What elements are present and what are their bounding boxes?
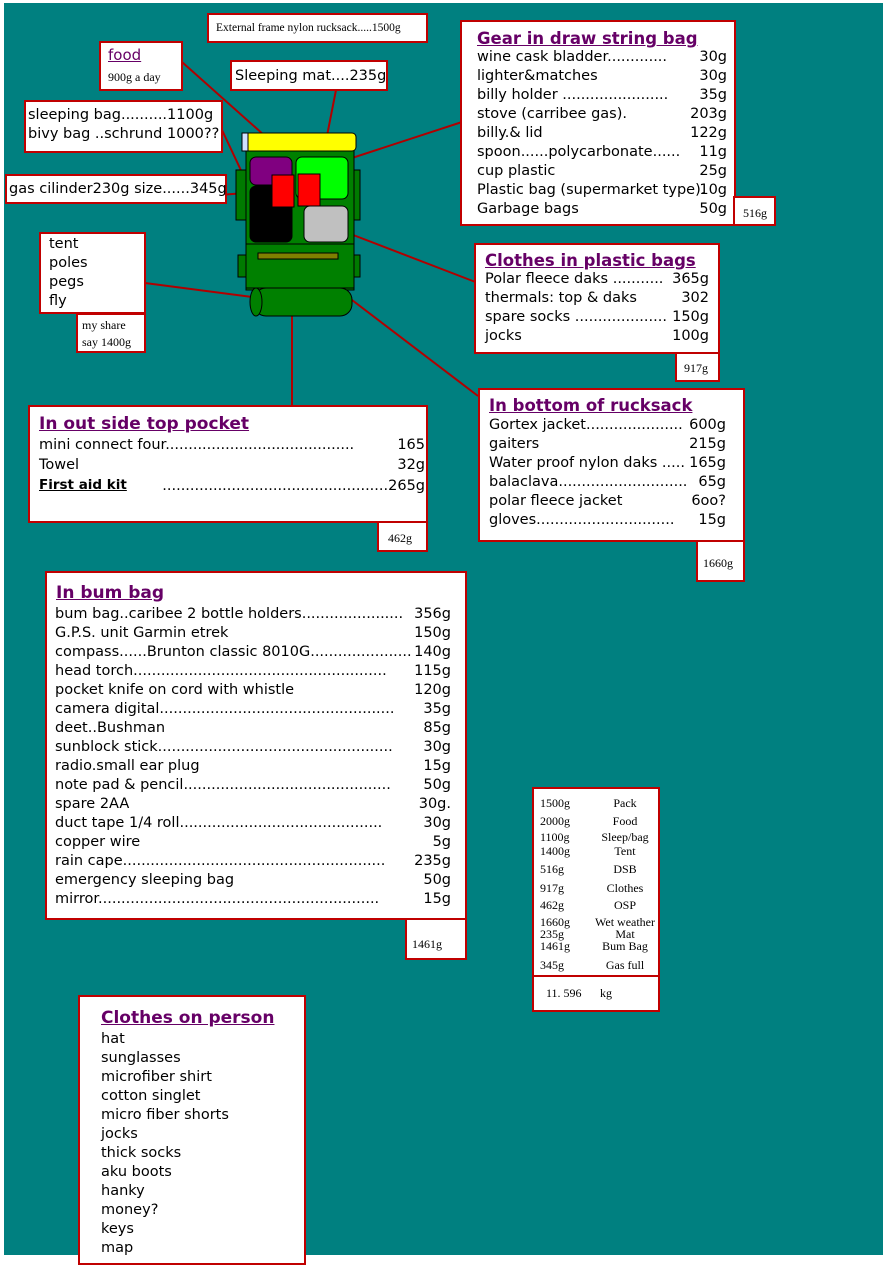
item-name: mirror.............................................................: [55, 891, 380, 907]
person-list: [101, 1030, 301, 1258]
item-name: gaiters: [489, 436, 540, 452]
item-name: cup plastic: [477, 163, 556, 179]
item-weight: 150g: [414, 625, 451, 641]
item-name: sunblock stick...................................................: [55, 739, 393, 755]
item-name: balaclava............................: [489, 474, 688, 490]
list-item: [489, 473, 726, 492]
list-item: [485, 308, 709, 327]
item-weight: 302: [681, 290, 709, 306]
item-weight: 50g: [699, 201, 727, 217]
bum-bag-list: [55, 605, 451, 909]
sleeping-mat-box: [230, 60, 388, 91]
tent-share-line2: say 1400g: [82, 335, 131, 349]
item-weight: 215g: [689, 436, 726, 452]
tent-box: [39, 232, 146, 314]
item-weight: 50g: [423, 777, 451, 793]
item-weight: 35g: [699, 87, 727, 103]
item-name: Plastic bag (supermarket type).: [477, 182, 706, 198]
item-weight: 115g: [414, 663, 451, 679]
list-item: [489, 511, 726, 530]
summary-weight: 1461g: [540, 939, 570, 953]
bottom-total-box: [696, 540, 745, 582]
item-weight: 35g: [423, 701, 451, 717]
top-pocket-title: In out side top pocket: [39, 414, 250, 434]
summary-weight: 1100g: [540, 830, 570, 844]
summary-category: OSP: [613, 898, 636, 912]
item-name: lighter&matches: [477, 68, 598, 84]
item-name: billy.& lid: [477, 125, 543, 141]
plastic-bags-total-box: [675, 352, 720, 382]
item-name: Polar fleece daks ...........: [485, 271, 664, 287]
bum-bag-title: In bum bag: [56, 583, 165, 603]
item-weight: 15g: [423, 758, 451, 774]
summary-category: Food: [612, 814, 638, 828]
summary-weight: 235g: [540, 927, 564, 941]
item-name: spare 2AA: [55, 796, 130, 812]
tent-item: tent: [49, 236, 79, 252]
food-box: [99, 41, 183, 91]
draw-string-bag-list: [477, 48, 727, 219]
item-name: gloves..............................: [489, 512, 675, 528]
item-name: note pad & pencil.............................................: [55, 777, 391, 793]
item-weight: 11g: [699, 144, 727, 160]
list-item: [477, 124, 727, 143]
summary-weight: 1400g: [540, 844, 570, 858]
list-item: [55, 795, 451, 814]
summary-category: Clothes: [606, 881, 644, 895]
draw-string-bag-total-box: [733, 196, 776, 226]
item-weight: 203g: [690, 106, 727, 122]
item-weight: 30g: [699, 49, 727, 65]
item-name: compass......Brunton classic 8010G......................: [55, 644, 412, 660]
list-item: micro fiber shorts: [101, 1107, 229, 1123]
item-weight: 140g: [414, 644, 451, 660]
list-item: [477, 48, 727, 67]
item-name: Garbage bags: [477, 201, 579, 217]
draw-string-bag-box: [460, 20, 736, 226]
summary-category: Gas full: [605, 958, 645, 972]
list-item: [477, 86, 727, 105]
summary-weight: 1660g: [540, 915, 570, 929]
list-item: [55, 871, 451, 890]
summary-weight: 917g: [540, 881, 564, 895]
item-weight: 165g: [689, 455, 726, 471]
item-name: rain cape.........................................................: [55, 853, 386, 869]
summary-weight: 516g: [540, 862, 564, 876]
item-weight: .................................................265g: [162, 478, 425, 494]
list-item: [55, 719, 451, 738]
list-item: thick socks: [101, 1145, 182, 1161]
item-name: Water proof nylon daks .....: [489, 455, 685, 471]
item-weight: 30g: [423, 739, 451, 755]
tent-item: poles: [49, 255, 88, 271]
item-weight: 356g: [414, 606, 451, 622]
plastic-bags-title: Clothes in plastic bags: [485, 251, 696, 270]
summary-list: [534, 789, 658, 975]
list-item: [489, 435, 726, 454]
item-name: Towel: [39, 457, 80, 473]
list-item: [477, 105, 727, 124]
list-item: [39, 475, 425, 495]
list-item: hat: [101, 1031, 125, 1047]
list-item: [489, 454, 726, 473]
grand-total: 11. 596: [546, 986, 582, 1000]
item-weight: 120g: [414, 682, 451, 698]
list-item: [477, 162, 727, 181]
list-item: [489, 416, 726, 435]
list-item: [55, 624, 451, 643]
frame-label-box: [207, 13, 428, 43]
item-weight: 150g: [672, 309, 709, 325]
bottom-total: 1660g: [703, 556, 733, 570]
item-name: billy holder .......................: [477, 87, 669, 103]
plastic-bags-list: [485, 270, 709, 346]
item-name: spare socks ....................: [485, 309, 667, 325]
list-item: aku boots: [101, 1164, 172, 1180]
bottom-title: In bottom of rucksack: [489, 396, 693, 415]
item-name: radio.small ear plug: [55, 758, 200, 774]
list-item: [477, 181, 727, 200]
list-item: [55, 757, 451, 776]
item-weight: 100g: [672, 328, 709, 344]
list-item: [55, 643, 451, 662]
bum-bag-total: 1461g: [412, 937, 442, 951]
bivy-bag-line: bivy bag ..schrund 1000??: [28, 126, 220, 142]
list-item: hanky: [101, 1183, 145, 1199]
tent-item: pegs: [49, 274, 84, 290]
item-name: deet..Bushman: [55, 720, 166, 736]
item-weight: 50g: [423, 872, 451, 888]
person-box: [78, 995, 306, 1265]
item-name: mini connect four.........................................: [39, 437, 355, 453]
list-item: [485, 270, 709, 289]
food-title: food: [108, 46, 142, 64]
item-name: spoon......polycarbonate......: [477, 144, 681, 160]
item-weight: 122g: [690, 125, 727, 141]
list-item: keys: [101, 1221, 134, 1237]
item-weight: 30g: [423, 815, 451, 831]
bum-bag-total-box: [405, 918, 467, 960]
item-name: stove (carribee gas).: [477, 106, 627, 122]
top-pocket-total-box: [377, 521, 428, 552]
list-item: [39, 435, 425, 455]
item-weight: 15g: [698, 512, 726, 528]
list-item: microfiber shirt: [101, 1069, 212, 1085]
list-item: [55, 776, 451, 795]
bottom-box: [478, 388, 745, 542]
list-item: [55, 662, 451, 681]
sleeping-mat-label: Sleeping mat....235g: [235, 68, 387, 84]
draw-string-bag-title: Gear in draw string bag: [477, 29, 698, 48]
item-weight: 32g: [397, 457, 425, 473]
top-pocket-box: [28, 405, 428, 523]
frame-label: External frame nylon rucksack.....1500g: [216, 22, 401, 34]
item-weight: 30g: [699, 68, 727, 84]
item-name: copper wire: [55, 834, 141, 850]
list-item: [485, 289, 709, 308]
summary-total-box: [532, 975, 660, 1012]
summary-weight: 462g: [540, 898, 564, 912]
summary-box: [532, 787, 660, 977]
item-weight: 165: [397, 437, 425, 453]
list-item: [485, 327, 709, 346]
item-name: wine cask bladder.............: [477, 49, 668, 65]
list-item: [55, 852, 451, 871]
item-weight: 15g: [423, 891, 451, 907]
summary-category: Sleep/bag: [601, 830, 649, 844]
item-name: polar fleece jacket: [489, 493, 623, 509]
list-item: [39, 455, 425, 475]
list-item: [55, 814, 451, 833]
list-item: jocks: [101, 1126, 138, 1142]
list-item: [55, 681, 451, 700]
item-name: jocks: [485, 328, 522, 344]
list-item: [55, 605, 451, 624]
top-pocket-total: 462g: [388, 531, 412, 545]
bottom-list: [489, 416, 726, 530]
tent-share-box: [76, 313, 146, 353]
list-item: [55, 738, 451, 757]
list-item: [477, 143, 727, 162]
top-pocket-list: [39, 435, 425, 495]
item-weight: 235g: [414, 853, 451, 869]
item-name: head torch.......................................................: [55, 663, 387, 679]
item-weight: 25g: [699, 163, 727, 179]
person-title: Clothes on person: [101, 1008, 275, 1028]
item-name: emergency sleeping bag: [55, 872, 235, 888]
list-item: sunglasses: [101, 1050, 181, 1066]
summary-weight: 1500g: [540, 796, 570, 810]
list-item: map: [101, 1240, 134, 1256]
summary-weight: 2000g: [540, 814, 570, 828]
summary-category: Wet weather: [595, 915, 655, 929]
item-weight: 5g: [432, 834, 451, 850]
summary-category: Bum Bag: [602, 939, 648, 953]
plastic-bags-box: [474, 243, 720, 354]
item-weight: 65g: [698, 474, 726, 490]
item-name: camera digital...................................................: [55, 701, 395, 717]
gas-cylinder-label: gas cilinder230g size......345g: [9, 181, 227, 197]
draw-string-bag-total: 516g: [743, 206, 767, 220]
list-item: money?: [101, 1202, 159, 1218]
list-item: [55, 833, 451, 852]
item-name: bum bag..caribee 2 bottle holders......................: [55, 606, 404, 622]
item-weight: 600g: [689, 417, 726, 433]
item-weight: 365g: [672, 271, 709, 287]
item-name: Gortex jacket.....................: [489, 417, 683, 433]
list-item: [477, 200, 727, 219]
summary-category: Tent: [614, 844, 636, 858]
item-name: duct tape 1/4 roll............................................: [55, 815, 383, 831]
list-item: cotton singlet: [101, 1088, 201, 1104]
tent-item: fly: [49, 293, 67, 309]
bum-bag-box: [45, 571, 467, 920]
list-item: [55, 700, 451, 719]
list-item: [477, 67, 727, 86]
rucksack-shape: [236, 133, 360, 316]
item-name: G.P.S. unit Garmin etrek: [55, 625, 229, 641]
tent-share-line1: my share: [82, 318, 126, 332]
item-weight: 30g.: [418, 796, 451, 812]
grand-total-unit: kg: [600, 986, 612, 1000]
sleeping-bag-line: sleeping bag..........1100g: [28, 107, 214, 123]
summary-category: Pack: [613, 796, 637, 810]
summary-weight: 345g: [540, 958, 564, 972]
gas-cylinder-box: [5, 174, 227, 204]
item-weight: 6oo?: [691, 493, 726, 509]
item-weight: 10g: [699, 182, 727, 198]
food-amount: 900g a day: [108, 70, 161, 84]
summary-category: DSB: [613, 862, 637, 876]
item-name: pocket knife on cord with whistle: [55, 682, 295, 698]
sleeping-bag-box: [24, 100, 223, 153]
item-name: First aid kit: [39, 477, 127, 493]
list-item: [55, 890, 451, 909]
item-weight: 85g: [423, 720, 451, 736]
plastic-bags-total: 917g: [684, 361, 708, 375]
list-item: [489, 492, 726, 511]
item-name: thermals: top & daks: [485, 290, 637, 306]
summary-category: Mat: [615, 927, 635, 941]
